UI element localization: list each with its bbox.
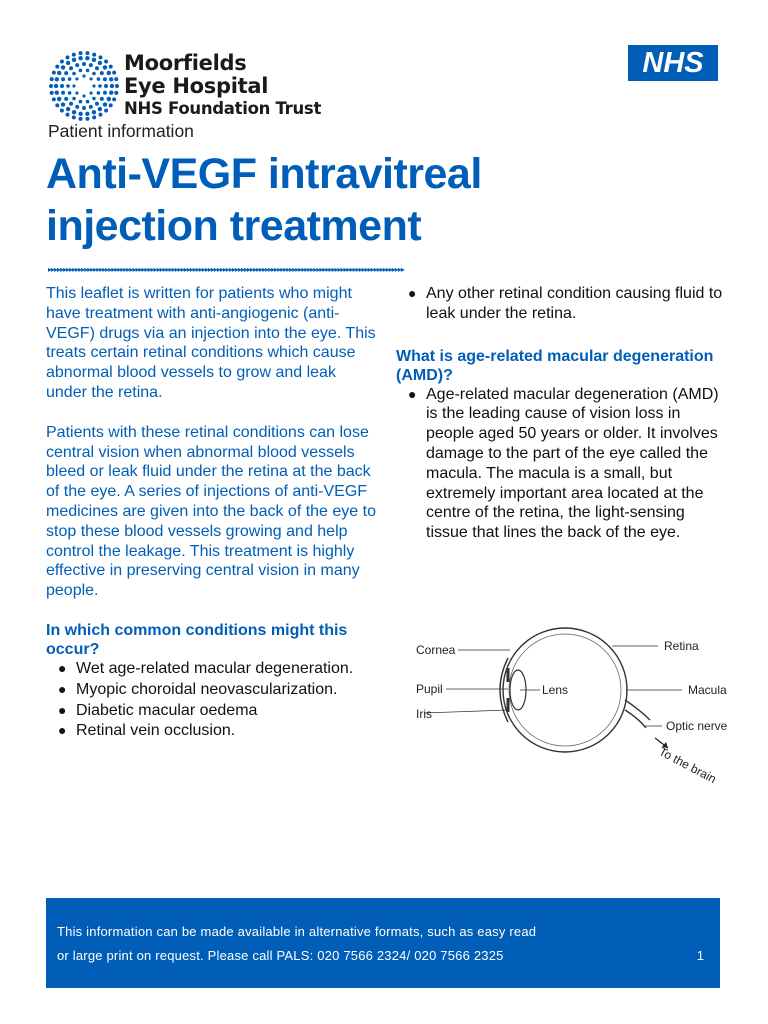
amd-list bbox=[396, 385, 726, 543]
conditions-paragraph: Patients with these retinal conditions can lose central vision when abnormal blood vessels bleed or leak fluid under the retina at the back of the eye. A series of injections of anti-VEGF medicines are given into the back of the eye to stop these blood vessels growing and help control the leakage. This treatment is highly effective in preserving central vision in many people. bbox=[46, 423, 376, 600]
right-column bbox=[396, 284, 726, 544]
title-line2: injection treatment bbox=[46, 202, 422, 250]
left-column bbox=[46, 284, 376, 742]
footer-banner bbox=[46, 898, 720, 988]
list-item-text: Age-related macular degeneration (AMD) is the leading cause of vision loss in people aged 50 years or older. It involves damage to the part of the eye called the macula. The macula is a small, but extremely important area located at the centre of the retina, the light-sensing tissue that lines the back of the eye. bbox=[426, 385, 719, 542]
moorfields-logo-icon bbox=[48, 50, 120, 122]
list-item-text: Wet age-related macular degeneration. bbox=[76, 659, 354, 677]
conditions-list bbox=[46, 659, 376, 741]
optic-nerve-shape bbox=[625, 700, 650, 728]
label-pupil: Pupil bbox=[416, 682, 443, 696]
page-title bbox=[46, 148, 482, 252]
label-optic-nerve: Optic nerve bbox=[666, 719, 728, 733]
label-cornea: Cornea bbox=[416, 643, 456, 657]
list-item: ● Age-related macular degeneration (AMD) is the leading cause of vision loss in people aged 50 years or older. It involves damage to the part of the eye called the macula. The macula is a small, but extremely important area located at the centre of the retina, the light-sensing tissue that lines the back of the eye. bbox=[408, 385, 719, 542]
list-item: ● Diabetic macular oedema bbox=[58, 701, 258, 719]
amd-heading: What is age-related macular degeneration (AMD)? bbox=[396, 347, 714, 384]
label-lens: Lens bbox=[542, 683, 569, 697]
list-item-text: Myopic choroidal neovascularization. bbox=[76, 680, 338, 698]
list-item: ● Any other retinal condition causing fluid to leak under the retina. bbox=[408, 285, 723, 322]
intro-paragraph: This leaflet is written for patients who might have treatment with anti-angiogenic (anti-VEGF) drugs via an injection into the eye. This treats certain retinal conditions which cause abnormal blood vessels to grow and leak under the retina. bbox=[46, 285, 376, 401]
org-name-line1: Moorfields bbox=[124, 51, 247, 75]
footer-line2: or large print on request. Please call PALS: 020 7566 2324/ 020 7566 2325 bbox=[57, 948, 504, 963]
list-item-text: Diabetic macular oedema bbox=[76, 701, 258, 719]
footer-line1: This information can be made available in alternative formats, such as easy read bbox=[57, 924, 537, 939]
iris-leader bbox=[424, 710, 508, 713]
label-to-the-brain: To the brain bbox=[656, 744, 719, 787]
page-number: 1 bbox=[696, 948, 704, 963]
patient-information-label: Patient information bbox=[48, 121, 194, 141]
arrow-divider: ▸▸▸▸▸▸▸▸▸▸▸▸▸▸▸▸▸▸▸▸▸▸▸▸▸▸▸▸▸▸▸▸▸▸▸▸▸▸▸▸▸▸▸▸▸▸▸▸▸▸▸▸▸▸▸▸▸▸▸▸▸▸▸▸▸▸▸▸▸▸▸▸▸▸▸▸▸▸▸▸▸▸▸▸▸▸▸▸▸▸▸▸▸▸▸▸▸▸▸▸▸▸▸▸▸▸▸▸▸▸▸▸▸▸▸▸▸▸ bbox=[48, 265, 404, 274]
list-item-text: Retinal vein occlusion. bbox=[76, 722, 236, 740]
label-retina: Retina bbox=[664, 639, 699, 653]
organisation-name bbox=[124, 52, 321, 120]
eye-diagram bbox=[400, 620, 740, 790]
conditions-list-continued bbox=[396, 284, 726, 324]
org-name-line2: Eye Hospital bbox=[124, 74, 269, 98]
org-name-line3: NHS Foundation Trust bbox=[124, 99, 322, 118]
label-iris: Iris bbox=[416, 707, 432, 721]
label-macula: Macula bbox=[688, 683, 727, 697]
title-line1: Anti-VEGF intravitreal bbox=[46, 150, 482, 198]
conditions-heading: In which common conditions might this occur? bbox=[46, 621, 348, 658]
list-item: ● Wet age-related macular degeneration. bbox=[58, 659, 354, 677]
nhs-logo: NHS bbox=[628, 45, 718, 81]
list-item: ● Retinal vein occlusion. bbox=[58, 722, 236, 740]
list-item-text: Any other retinal condition causing fluid to leak under the retina. bbox=[426, 285, 723, 322]
list-item: ● Myopic choroidal neovascularization. bbox=[58, 680, 338, 698]
